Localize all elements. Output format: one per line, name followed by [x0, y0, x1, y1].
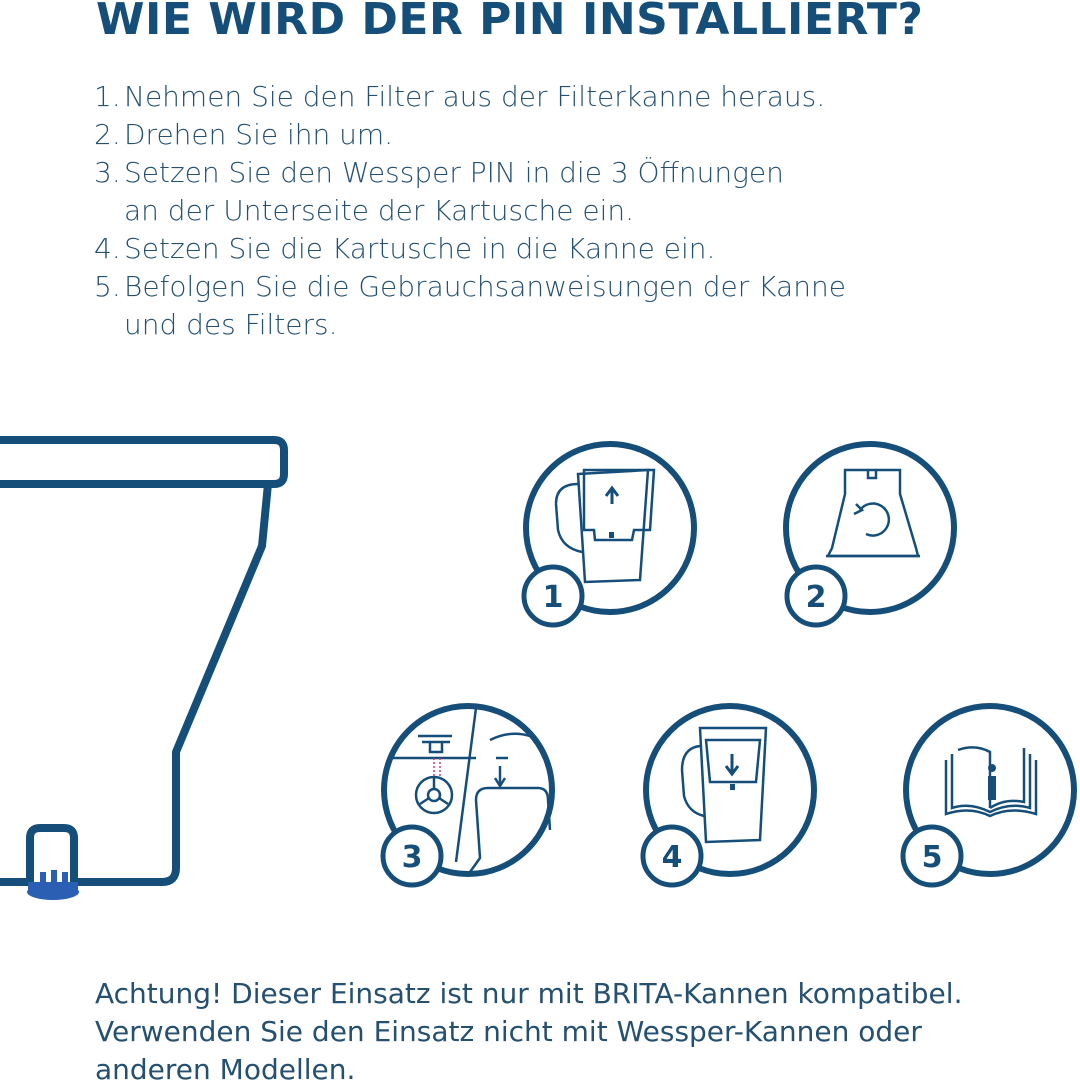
- filter-cartridge-outline-icon: [0, 440, 284, 882]
- badge-number: 4: [661, 840, 683, 875]
- badge-number: 1: [542, 580, 564, 615]
- step-text: Nehmen Sie den Filter aus der Filterkanne heraus.: [124, 80, 826, 113]
- badge-number: 5: [921, 840, 943, 875]
- pitcher-remove-icon: [524, 444, 694, 625]
- step-number: 1.: [94, 80, 121, 113]
- step-text: Befolgen Sie die Gebrauchsanweisungen der Kanne und des Filters.: [124, 270, 846, 341]
- page-title: WIE WIRD DER PIN INSTALLIERT?: [96, 0, 924, 45]
- compatibility-warning: Achtung! Dieser Einsatz ist nur mit BRITA-Kannen kompatibel. Verwenden Sie den Einsatz nicht mit Wessper-Kannen oder anderen Modellen.: [95, 977, 963, 1086]
- insert-cartridge-icon: [643, 706, 814, 885]
- step-number: 5.: [94, 270, 121, 303]
- insert-pin-icon: [383, 706, 552, 885]
- badge-number: 3: [401, 840, 423, 875]
- step-text: Setzen Sie die Kartusche in die Kanne ein.: [124, 232, 716, 265]
- badge-number: 2: [805, 580, 827, 615]
- step-number: 4.: [94, 232, 121, 265]
- step-number: 3.: [94, 156, 121, 189]
- step-text: Setzen Sie den Wessper PIN in die 3 Öffnungen an der Unterseite der Kartusche ein.: [124, 156, 784, 227]
- step-text: Drehen Sie ihn um.: [124, 118, 394, 151]
- manual-info-icon: [903, 706, 1074, 885]
- rotate-filter-icon: [786, 444, 954, 625]
- step-number: 2.: [94, 118, 121, 151]
